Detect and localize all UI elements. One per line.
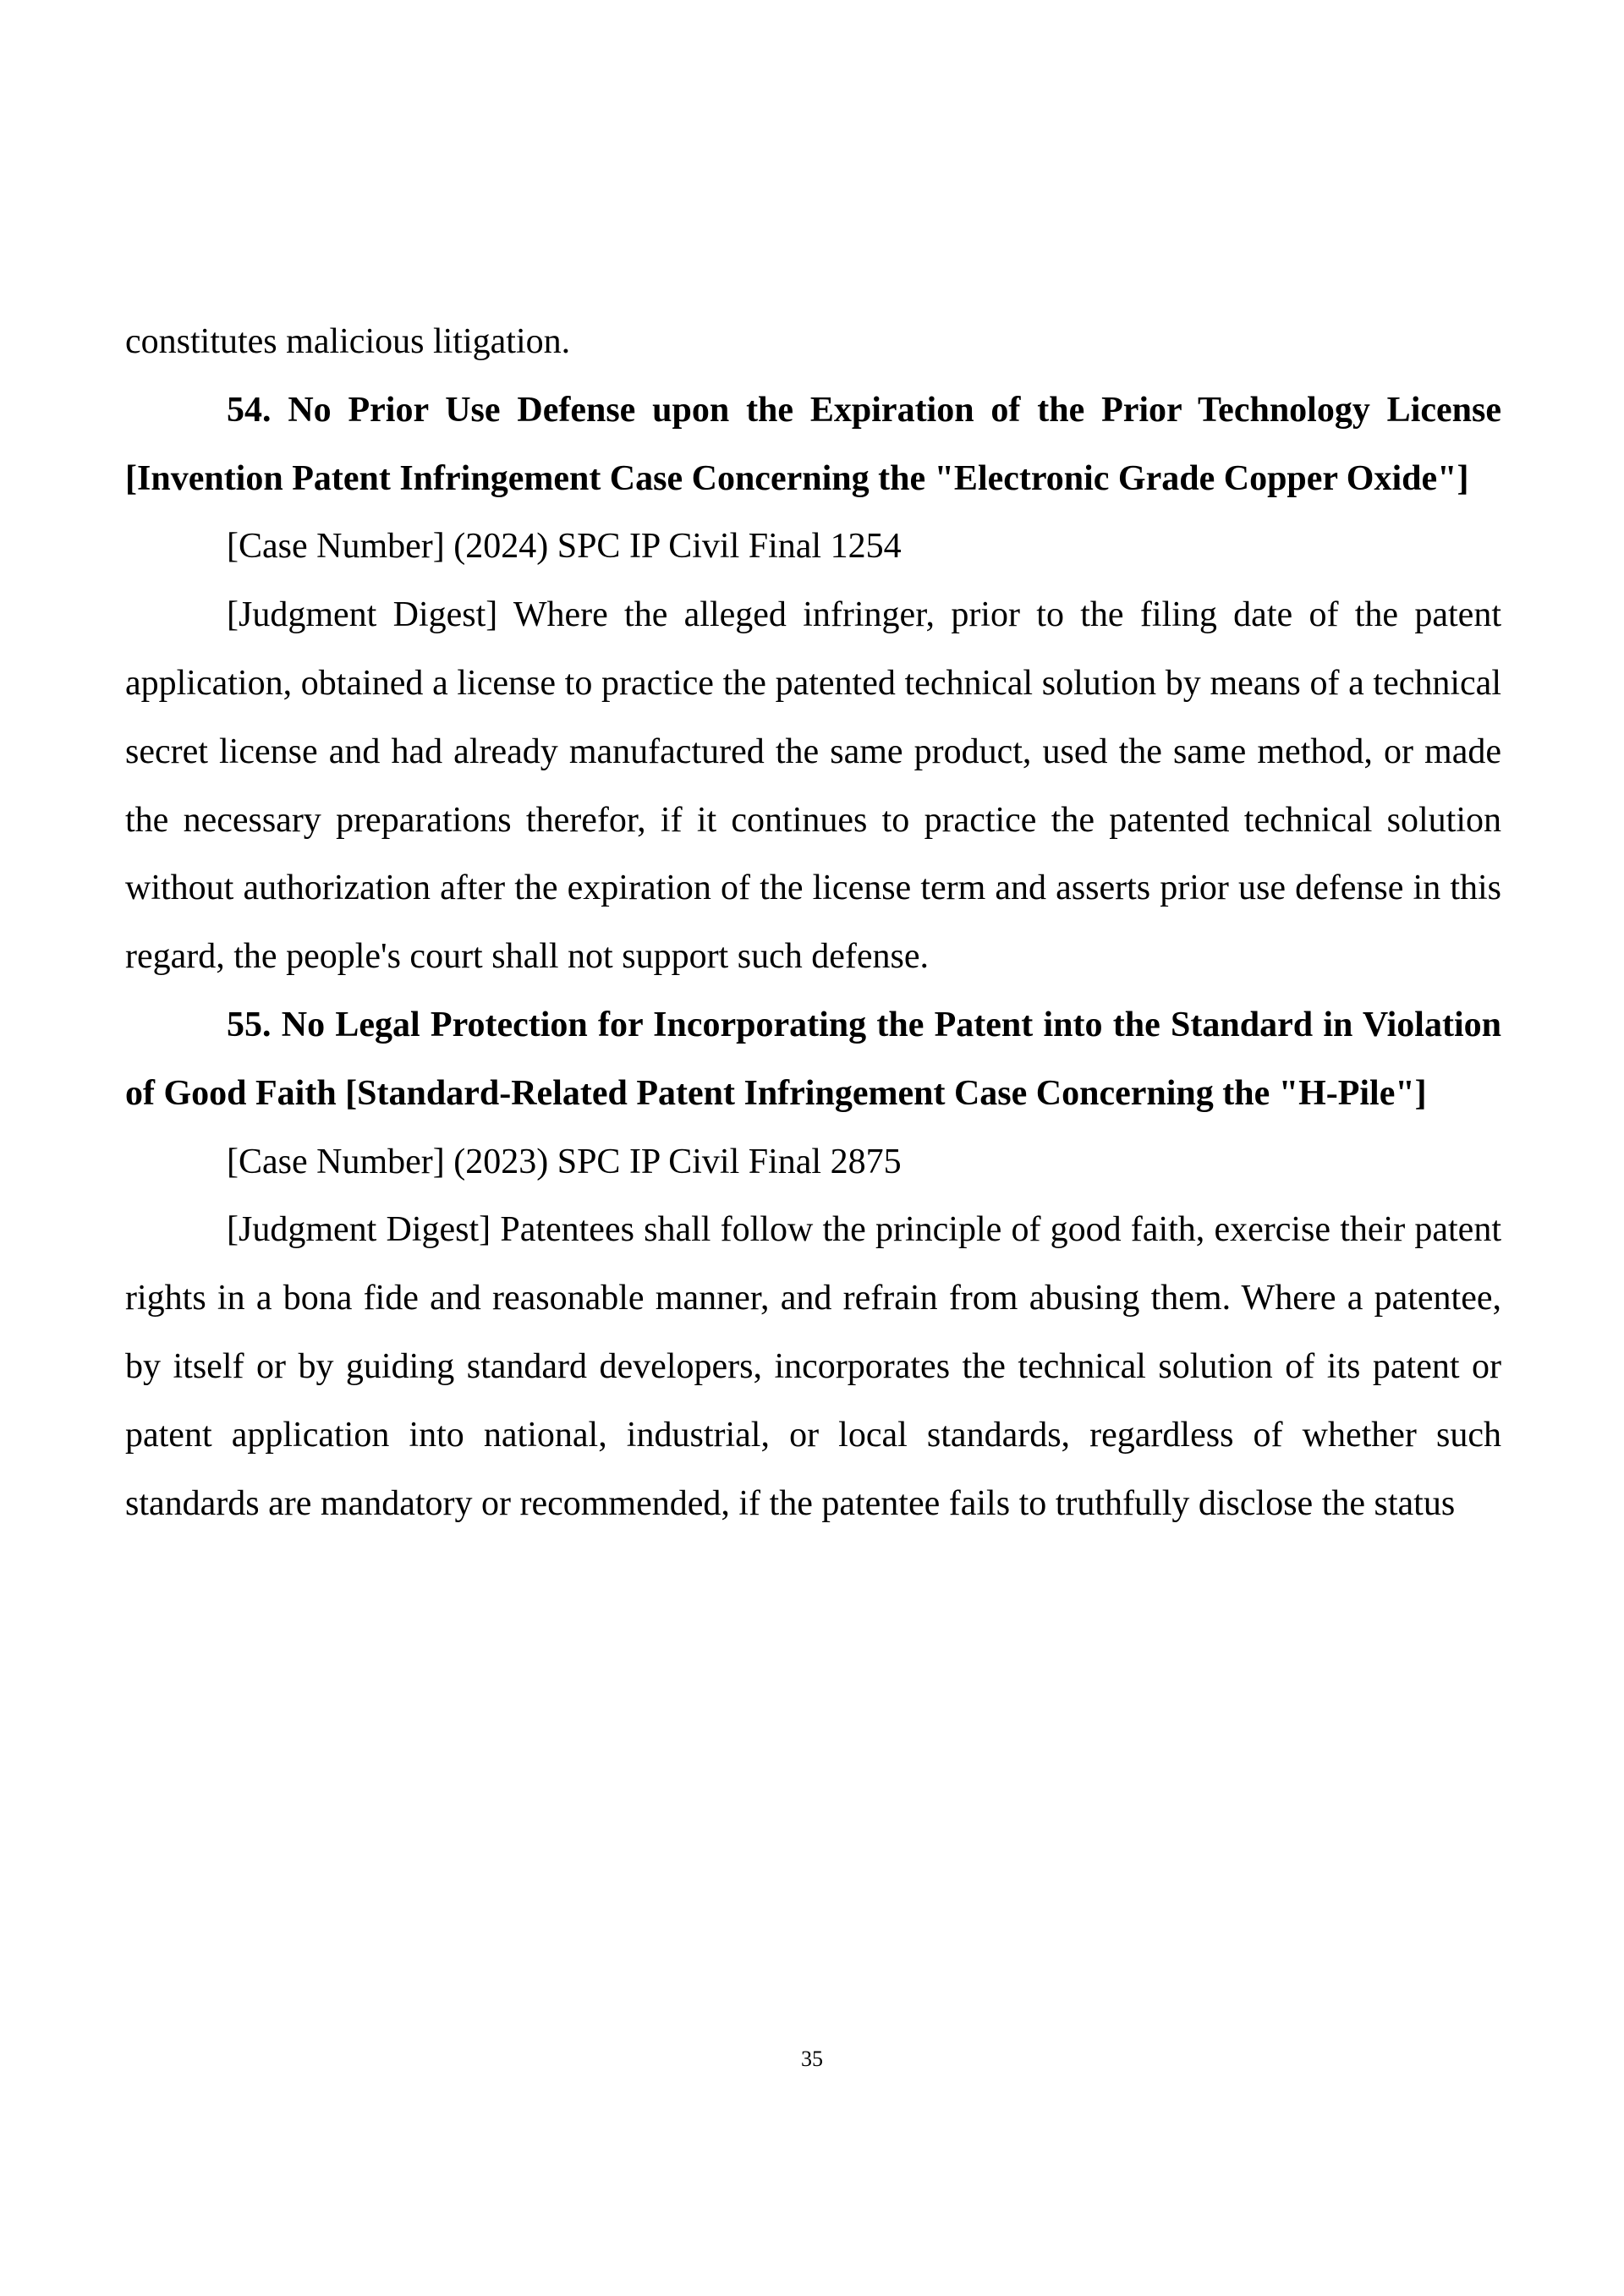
section-55-case-number: [Case Number] (2023) SPC IP Civil Final 2875 xyxy=(227,1142,902,1181)
section-55-heading: 55. No Legal Protection for Incorporating the Patent into the Standard in Violation of Good Faith [Standard-Related Patent Infringement Case Concerning the "H-Pile"] xyxy=(125,1005,1501,1113)
paragraph-continuation: constitutes malicious litigation. xyxy=(125,322,571,361)
section-54-judgment-digest: [Judgment Digest] Where the alleged infringer, prior to the filing date of the patent application, obtained a license to practice the patented technical solution by means of a technical secret license and had already manufactured the same product, used the same method, or made the necessary preparations therefor, if it continues to practice the patented technical solution without authorization after the expiration of the license term and asserts prior use defense in this regard, the people's court shall not support such defense. xyxy=(125,595,1501,977)
section-54-heading: 54. No Prior Use Defense upon the Expiration of the Prior Technology License [Invention Patent Infringement Case Concerning the "Electronic Grade Copper Oxide"] xyxy=(125,390,1501,498)
page-number: 35 xyxy=(801,2047,823,2071)
section-55-judgment-digest: [Judgment Digest] Patentees shall follow the principle of good faith, exercise their patent rights in a bona fide and reasonable manner, and refrain from abusing them. Where a patentee, by itself or by guiding standard developers, incorporates the technical solution of its patent or patent application into national, industrial, or local standards, regardless of whether such standards are mandatory or recommended, if the patentee fails to truthfully disclose the status xyxy=(125,1210,1501,1523)
section-54-case-number: [Case Number] (2024) SPC IP Civil Final 1254 xyxy=(227,527,902,567)
page-text-column xyxy=(125,308,1501,1537)
